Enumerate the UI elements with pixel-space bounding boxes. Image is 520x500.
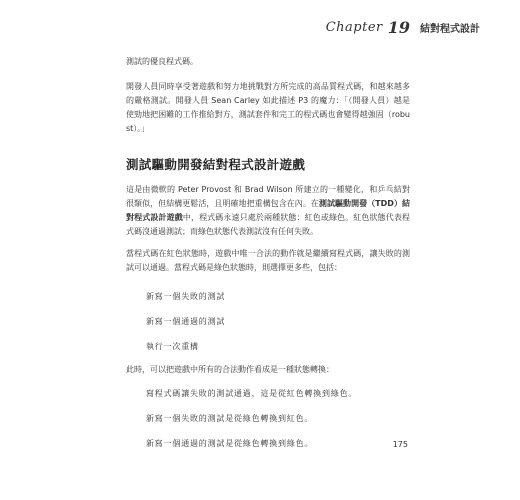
section-heading: 測試驅動開發結對程式設計遊戲 xyxy=(126,157,306,172)
paragraph-5: 此時，可以把遊戲中所有的合法動作看成是一種狀態轉換： xyxy=(126,365,334,374)
list-item: 寫程式碼讓失敗的測試通過，這是從紅色轉換到綠色。 xyxy=(146,389,358,398)
list-item: 執行一次重構 xyxy=(146,342,199,351)
list-item: 新寫一個失敗的測試 xyxy=(146,292,226,301)
list-item: 新寫一個通過的測試 xyxy=(146,317,226,326)
paragraph-1: 測試的優良程式碼。 xyxy=(126,57,198,66)
list-item: 新寫一個通過的測試是從綠色轉換到綠色。 xyxy=(146,439,314,448)
paragraph-3-end: 中，程式碼永遠只處於兩種狀態：紅色或綠色。紅色狀態代表程式碼沒通過測試；而綠色狀態代表測試沒有任何失敗。 xyxy=(126,213,411,236)
chapter-header xyxy=(326,18,480,37)
paragraph-3-bold: 測試驅動開發（TDD）結對程式設計遊戲 xyxy=(126,199,411,222)
paragraph-4: 當程式碼在紅色狀態時，遊戲中唯一合法的動作就是繼續寫程式碼，讓失敗的測試可以通過。當程式碼是綠色狀態時，則選擇更多些，包括： xyxy=(126,249,410,272)
chapter-word: Chapter xyxy=(325,20,383,35)
paragraph-3-start: 這是由微軟的 Peter Provost 和 Brad Wilson 所建立的一種變化，和乒乓結對很類似，但結構更鬆活，且明確地把重構包含在內。在 xyxy=(126,185,410,208)
page-number: 175 xyxy=(392,440,408,449)
chapter-title: 結對程式設計 xyxy=(420,24,480,35)
list-item: 新寫一個失敗的測試是從綠色轉換到紅色。 xyxy=(146,414,314,423)
chapter-number: 19 xyxy=(387,18,410,37)
paragraph-3 xyxy=(126,183,410,239)
paragraph-2: 開發人員同時享受著遊戲和努力地挑戰對方所完成的高品質程式碼，和越來越多的嚴格測試。開發人員 Sean Carley 如此描述 P3 的魔力：「（開發人員）越是使勁地把困難的工作推給對方，測試套件和完工的程式碼也會變得越強固（robust）。」 xyxy=(126,82,410,133)
